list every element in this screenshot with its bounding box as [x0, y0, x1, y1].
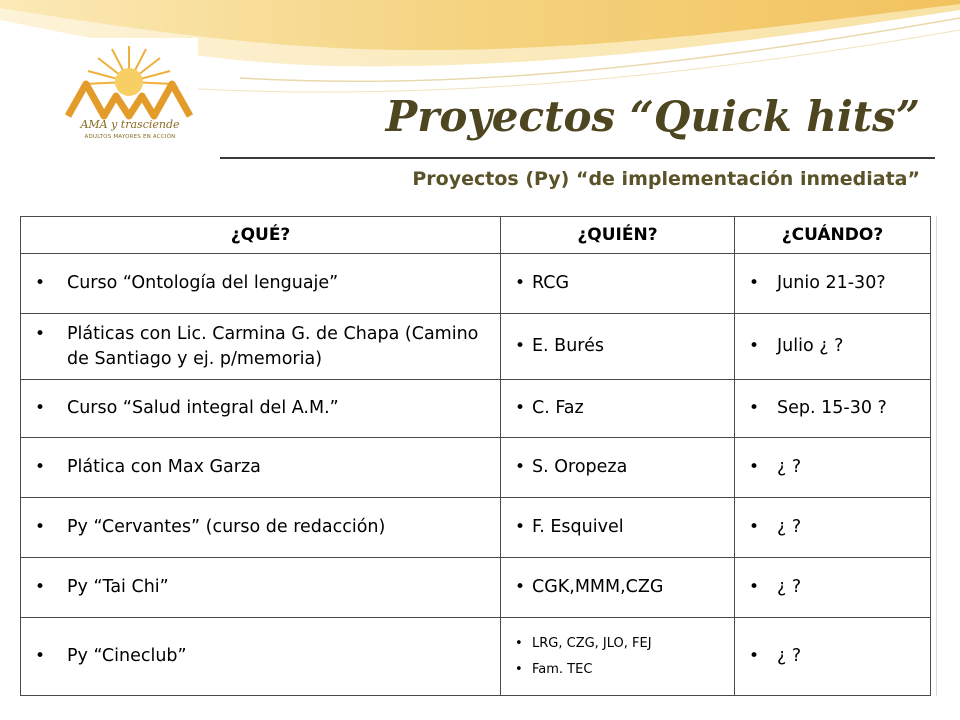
list-item: • Pláticas con Lic. Carmina G. de Chapa (Camino de Santiago y ej. p/memoria)	[25, 322, 496, 372]
list-item: • Py “Cervantes” (curso de redacción)	[25, 515, 496, 540]
cell-cuando	[735, 498, 931, 558]
cell-cuando	[735, 558, 931, 618]
list-item: • ¿ ?	[739, 515, 926, 540]
header-quien: ¿QUIÉN?	[501, 217, 735, 254]
logo-brand-text: AMA y trasciende	[80, 118, 180, 131]
header-cuando: ¿CUÁNDO?	[735, 217, 931, 254]
cell-que	[21, 314, 501, 380]
cell-quien	[501, 254, 735, 314]
page-subtitle: Proyectos (Py) “de implementación inmediata”	[412, 168, 920, 190]
cell-que	[21, 254, 501, 314]
cell-quien	[501, 380, 735, 438]
cell-quien	[501, 438, 735, 498]
cell-que	[21, 618, 501, 696]
list-item: • ¿ ?	[739, 575, 926, 600]
cell-que	[21, 498, 501, 558]
cell-que	[21, 558, 501, 618]
cell-quien	[501, 314, 735, 380]
list-item: • E. Burés	[505, 334, 730, 359]
cell-cuando	[735, 314, 931, 380]
list-item: • Py “Tai Chi”	[25, 575, 496, 600]
table-row	[21, 380, 931, 438]
title-divider	[220, 157, 935, 159]
table-row	[21, 438, 931, 498]
ama-logo	[60, 38, 198, 150]
header-que: ¿QUÉ?	[21, 217, 501, 254]
table-row	[21, 558, 931, 618]
cell-quien	[501, 498, 735, 558]
list-item: • ¿ ?	[739, 455, 926, 480]
cell-quien	[501, 618, 735, 696]
table-row	[21, 498, 931, 558]
table-row	[21, 314, 931, 380]
cell-quien	[501, 558, 735, 618]
list-item: • Plática con Max Garza	[25, 455, 496, 480]
cell-cuando	[735, 254, 931, 314]
list-item: • Fam. TEC	[505, 657, 730, 683]
list-item: • RCG	[505, 271, 730, 296]
page-title: Proyectos “Quick hits”	[385, 92, 920, 141]
logo-tagline: ADULTOS MAYORES EN ACCIÓN	[84, 134, 176, 140]
cell-cuando	[735, 438, 931, 498]
table-header-row	[21, 217, 931, 254]
list-item: • Julio ¿ ?	[739, 334, 926, 359]
table-row	[21, 254, 931, 314]
list-item: • F. Esquivel	[505, 515, 730, 540]
side-divider	[936, 216, 937, 696]
list-item: • Py “Cineclub”	[25, 644, 496, 669]
cell-cuando	[735, 380, 931, 438]
list-item: • Curso “Salud integral del A.M.”	[25, 396, 496, 421]
list-item: • LRG, CZG, JLO, FEJ	[505, 631, 730, 657]
list-item: • CGK,MMM,CZG	[505, 575, 730, 600]
cell-que	[21, 380, 501, 438]
list-item: • Sep. 15-30 ?	[739, 396, 926, 421]
list-item: • C. Faz	[505, 396, 730, 421]
cell-cuando	[735, 618, 931, 696]
cell-que	[21, 438, 501, 498]
list-item: • ¿ ?	[739, 644, 926, 669]
projects-table	[20, 216, 931, 696]
list-item: • Junio 21-30?	[739, 271, 926, 296]
list-item: • Curso “Ontología del lenguaje”	[25, 271, 496, 296]
list-item: • S. Oropeza	[505, 455, 730, 480]
table-row	[21, 618, 931, 696]
